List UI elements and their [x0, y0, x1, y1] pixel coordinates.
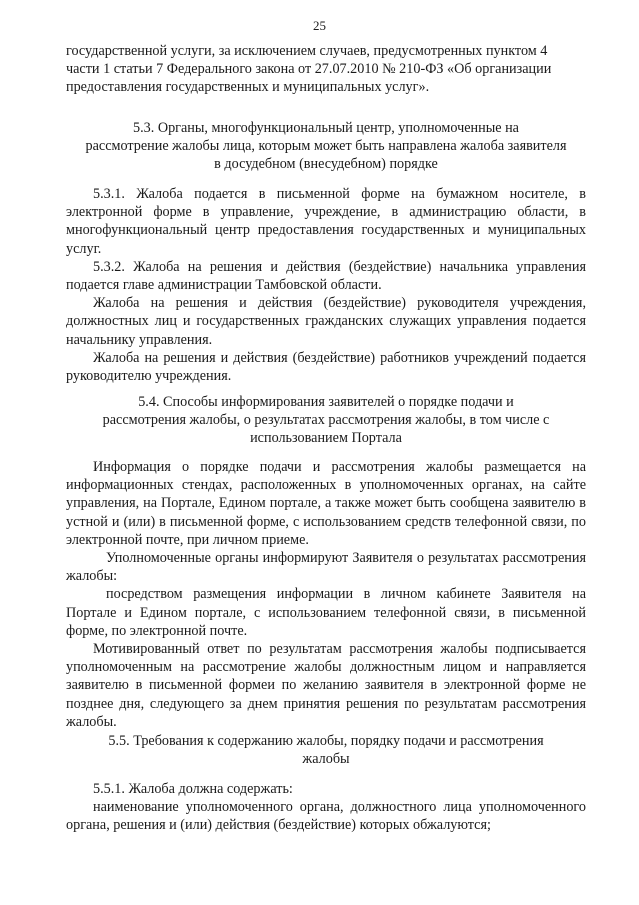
paragraph-name-organ: наименование уполномоченного органа, должностного лица уполномоченного органа, решения и (или) действия (бездействие) которых обжалуются;	[66, 799, 586, 834]
paragraph-5-5-1: 5.5.1. Жалоба должна содержать:	[93, 781, 293, 797]
heading-line: 5.3. Органы, многофункциональный центр, уполномоченные на	[133, 120, 519, 136]
section-5-4-body	[66, 458, 586, 731]
page-number: 25	[313, 18, 326, 33]
heading-line: 5.5. Требования к содержанию жалобы, порядку подачи и рассмотрения	[108, 733, 544, 749]
paragraph-reasoned-answer: Мотивированный ответ по результатам рассмотрения жалобы подписывается уполномоченным на рассмотрение жалобы должностным лицом и направляется заявителю в письменной формеи по желанию заявителя в электронной форме не позднее дня, следующего за днем принятия решения по результатам рассмотрения жалобы.	[66, 641, 586, 730]
intro-paragraph	[66, 42, 586, 97]
heading-line: в досудебном (внесудебном) порядке	[214, 156, 438, 173]
paragraph-staff-complaint: Жалоба на решения и действия (бездействие) работников учреждений подается руководителю учреждения.	[66, 349, 586, 385]
intro-line: части 1 статьи 7 Федерального закона от 27.07.2010 № 210-ФЗ «Об организации	[66, 61, 552, 78]
section-5-4-heading	[66, 393, 586, 448]
paragraph-notify: Уполномоченные органы информируют Заявителя о результатах рассмотрения жалобы:	[66, 550, 586, 585]
paragraph-means: посредством размещения информации в личном кабинете Заявителя на Портале и Едином портале, с использованием телефонной связи, в письменной форме, по электронной почте.	[66, 586, 586, 639]
heading-line: рассмотрение жалобы лица, которым может быть направлена жалоба заявителя	[85, 138, 567, 155]
paragraph-information: Информация о порядке подачи и рассмотрения жалобы размещается на информационных стендах, расположенных в уполномоченных органах, на сайте управления, на Портале, Едином портале, а также может быть сообщена заявителю в устной и (или) в письменной форме, с использованием средств телефонной связи, по электронной почте, при личном приеме.	[66, 459, 586, 548]
intro-line: государственной услуги, за исключением случаев, предусмотренных пунктом 4	[66, 43, 548, 59]
heading-line: 5.4. Способы информирования заявителей о порядке подачи и	[138, 394, 514, 410]
paragraph-5-3-1: 5.3.1. Жалоба подается в письменной форме на бумажном носителе, в электронной форме в управление, учреждение, в администрацию области, в многофункциональный центр предоставления государственных и муниципальных услуг.	[66, 186, 586, 257]
paragraph-head-complaint: Жалоба на решения и действия (бездействие) руководителя учреждения, должностных лиц и государственных гражданских служащих управления подается начальнику управления.	[66, 295, 586, 348]
intro-line: предоставления государственных и муниципальных услуг».	[66, 79, 430, 96]
paragraph-5-3-2: 5.3.2. Жалоба на решения и действия (бездействие) начальника управления подается главе администрации Тамбовской области.	[66, 258, 586, 294]
section-5-5-heading	[66, 732, 586, 768]
section-5-5-body	[66, 780, 586, 835]
heading-line: жалобы	[302, 751, 350, 768]
heading-line: рассмотрения жалобы, о результатах рассмотрения жалобы, в том числе с	[102, 412, 550, 429]
section-5-3-body	[66, 185, 586, 385]
section-5-3-heading	[66, 119, 586, 174]
heading-line: использованием Портала	[250, 430, 402, 447]
